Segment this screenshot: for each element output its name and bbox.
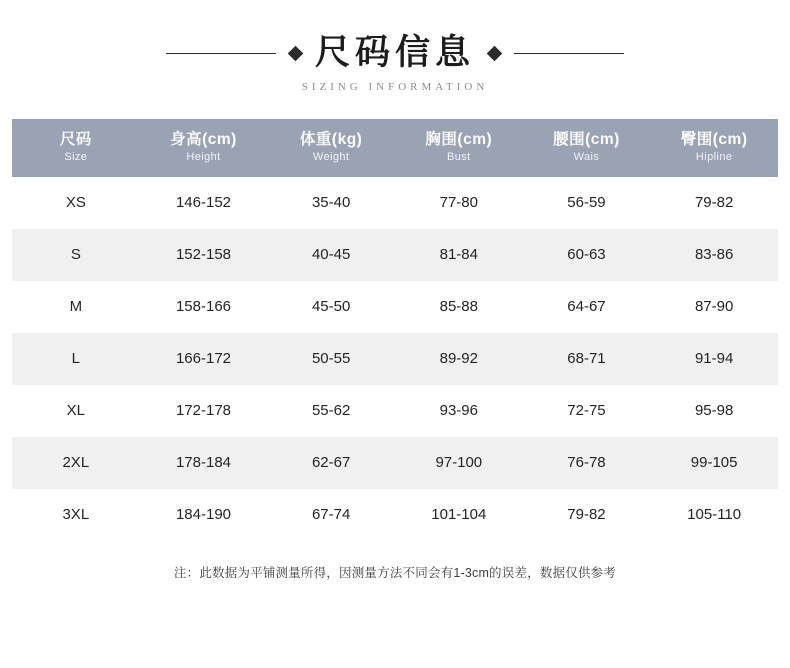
cell-bust: 89-92 (439, 350, 478, 367)
cell-waist: 68-71 (567, 350, 606, 367)
title-rule-right (514, 53, 624, 54)
cell-weight: 50-55 (311, 350, 351, 367)
cell-height: 152-158 (175, 246, 232, 263)
cell-hip: 95-98 (694, 402, 734, 419)
table-row (12, 281, 778, 333)
column-header-hip-cn: 臀围(cm) (680, 130, 748, 148)
column-header-size-en: Size (64, 150, 88, 163)
cell-hip: 105-110 (687, 506, 742, 523)
diamond-right-icon (487, 45, 503, 61)
cell-height: 146-152 (175, 194, 232, 211)
cell-hip: 79-82 (694, 194, 734, 211)
cell-hip: 87-90 (694, 298, 734, 315)
cell-waist: 60-63 (567, 246, 606, 263)
cell-size: 2XL (62, 454, 90, 471)
cell-weight: 35-40 (311, 194, 351, 211)
size-table-wrapper (12, 119, 778, 541)
table-row (12, 437, 778, 489)
column-header-weight-en: Weight (312, 150, 350, 163)
diamond-left-icon (288, 45, 304, 61)
title-row (0, 34, 790, 73)
size-table-body (12, 177, 778, 541)
cell-height: 184-190 (175, 506, 232, 523)
title-rule-left (166, 53, 276, 54)
column-header-waist (523, 119, 651, 177)
cell-waist: 72-75 (567, 402, 606, 419)
column-header-size (12, 119, 140, 177)
cell-hip: 99-105 (690, 454, 738, 471)
size-table (12, 119, 778, 541)
cell-hip: 83-86 (694, 246, 734, 263)
column-header-height-en: Height (186, 150, 221, 163)
cell-bust: 93-96 (439, 402, 478, 419)
cell-waist: 79-82 (567, 506, 606, 523)
page-title: 尺码信息 (314, 33, 475, 73)
table-row (12, 333, 778, 385)
cell-size: S (70, 246, 81, 263)
column-header-hip-en: Hipline (695, 150, 733, 163)
column-header-size-cn: 尺码 (59, 130, 92, 148)
cell-hip: 91-94 (694, 350, 734, 367)
cell-bust: 85-88 (439, 298, 478, 315)
page-subtitle: SIZING INFORMATION (301, 80, 489, 93)
cell-size: 3XL (62, 506, 90, 523)
table-row (12, 385, 778, 437)
cell-size: L (71, 350, 80, 367)
cell-weight: 40-45 (311, 246, 351, 263)
table-row (12, 489, 778, 541)
cell-waist: 56-59 (567, 194, 606, 211)
cell-waist: 64-67 (567, 298, 606, 315)
measurement-note: 注：此数据为平铺测量所得，因测量方法不同会有1-3cm的误差，数据仅供参考 (173, 565, 617, 580)
column-header-weight-cn: 体重(kg) (299, 130, 363, 148)
table-row (12, 229, 778, 281)
column-header-height-cn: 身高(cm) (170, 130, 237, 148)
cell-height: 172-178 (175, 402, 232, 419)
cell-waist: 76-78 (567, 454, 606, 471)
cell-bust: 77-80 (439, 194, 478, 211)
page-header (0, 0, 790, 93)
cell-height: 158-166 (175, 298, 232, 315)
size-table-head (12, 119, 778, 177)
cell-size: XS (65, 194, 86, 211)
cell-bust: 81-84 (439, 246, 478, 263)
cell-weight: 62-67 (311, 454, 351, 471)
column-header-waist-en: Wais (573, 150, 600, 163)
cell-size: XL (66, 402, 85, 419)
cell-bust: 101-104 (431, 506, 487, 523)
cell-weight: 55-62 (311, 402, 351, 419)
table-header-row (12, 119, 778, 177)
table-row (12, 177, 778, 229)
cell-weight: 67-74 (311, 506, 351, 523)
cell-weight: 45-50 (311, 298, 351, 315)
cell-height: 166-172 (175, 350, 232, 367)
column-header-bust-cn: 胸围(cm) (425, 130, 493, 148)
column-header-waist-cn: 腰围(cm) (553, 130, 620, 148)
column-header-bust (395, 119, 523, 177)
cell-height: 178-184 (175, 454, 232, 471)
cell-size: M (69, 298, 83, 315)
column-header-bust-en: Bust (446, 150, 471, 163)
column-header-weight (267, 119, 395, 177)
column-header-height (140, 119, 268, 177)
cell-bust: 97-100 (435, 454, 483, 471)
column-header-hip (650, 119, 778, 177)
